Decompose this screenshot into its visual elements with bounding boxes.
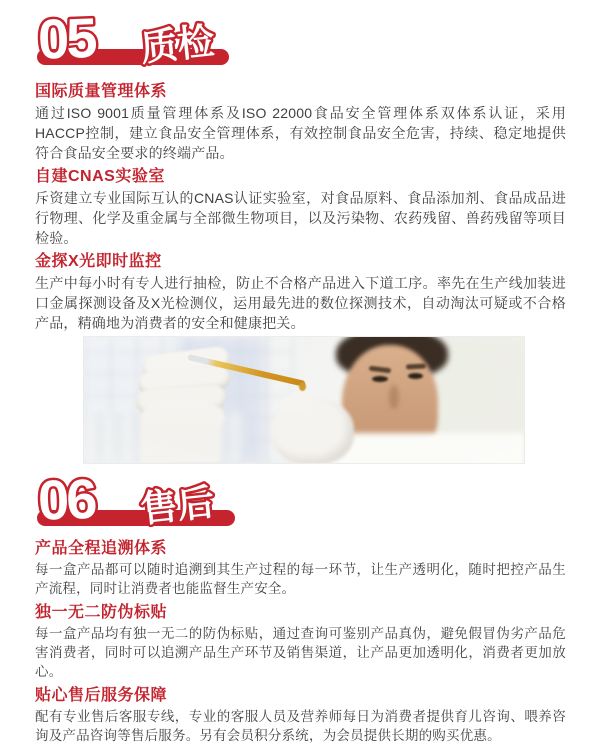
section-05-badge xyxy=(35,5,245,71)
item-quality-system xyxy=(35,82,566,163)
item-body: 每一盒产品均有独一无二的防伪标贴，通过查询可鉴别产品真伪，避免假冒伪劣产品危害消费者，同时可以追溯产品生产环节及销售渠道，让产品更加透明化，消费者更加放心。 xyxy=(35,626,566,679)
item-body: 通过ISO 9001质量管理体系及ISO 22000食品安全管理体系双体系认证，采用HACCP控制，建立食品安全管理体系，有效控制食品安全危害，持续、稳定地提供符合食品安全要求的终端产品。 xyxy=(35,105,566,161)
section-number: 05 xyxy=(36,5,96,71)
item-antifake-label xyxy=(35,603,566,681)
item-body: 生产中每小时有专人进行抽检，防止不合格产品进入下道工序。率先在生产线加装进口金属探测设备及X光检测仪，运用最先进的数位探测技术，自动淘汰可疑或不合格产品，精确地为消费者的安全和健康把关。 xyxy=(35,275,566,331)
section-after-sales xyxy=(0,467,600,745)
photo-light-veil xyxy=(84,337,524,463)
badge-title-art xyxy=(35,5,245,71)
item-title: 产品全程追溯体系 xyxy=(35,540,168,557)
item-service-guarantee xyxy=(35,686,566,745)
item-cnas-lab xyxy=(35,167,566,248)
item-title: 独一无二防伪标贴 xyxy=(35,604,168,621)
item-body: 斥资建立专业国际互认的CNAS认证实验室，对食品原料、食品添加剂、食品成品进行物理、化学及重金属与全部微生物项目，以及污染物、农药残留、兽药残留等项目检验。 xyxy=(35,190,566,246)
aftersales-items xyxy=(0,539,600,745)
lab-technician-photo xyxy=(84,337,524,463)
section-title: 质检 xyxy=(138,20,217,69)
section-quality-inspection xyxy=(0,6,600,463)
promo-page xyxy=(0,5,600,743)
section-title: 售后 xyxy=(138,481,217,530)
item-title: 贴心售后服务保障 xyxy=(35,687,168,704)
badge-title-art xyxy=(35,466,245,532)
section-06-badge xyxy=(35,466,245,532)
item-traceability xyxy=(35,539,566,598)
quality-items xyxy=(0,82,600,333)
item-body: 每一盒产品都可以随时追溯到其生产过程的每一环节，让生产透明化，随时把控产品生产流程，同时让消费者也能监督生产安全。 xyxy=(35,562,566,596)
item-body: 配有专业售后客服专线，专业的客服人员及营养师每日为消费者提供育儿咨询、喂养咨询及产品咨询等售后服务。另有会员积分系统，为会员提供长期的购买优惠。 xyxy=(35,709,566,743)
item-title: 金探X光即时监控 xyxy=(35,253,162,270)
item-xray-monitoring xyxy=(35,252,566,333)
item-title: 自建CNAS实验室 xyxy=(35,168,165,185)
item-title: 国际质量管理体系 xyxy=(35,83,168,100)
section-number: 06 xyxy=(36,466,96,532)
